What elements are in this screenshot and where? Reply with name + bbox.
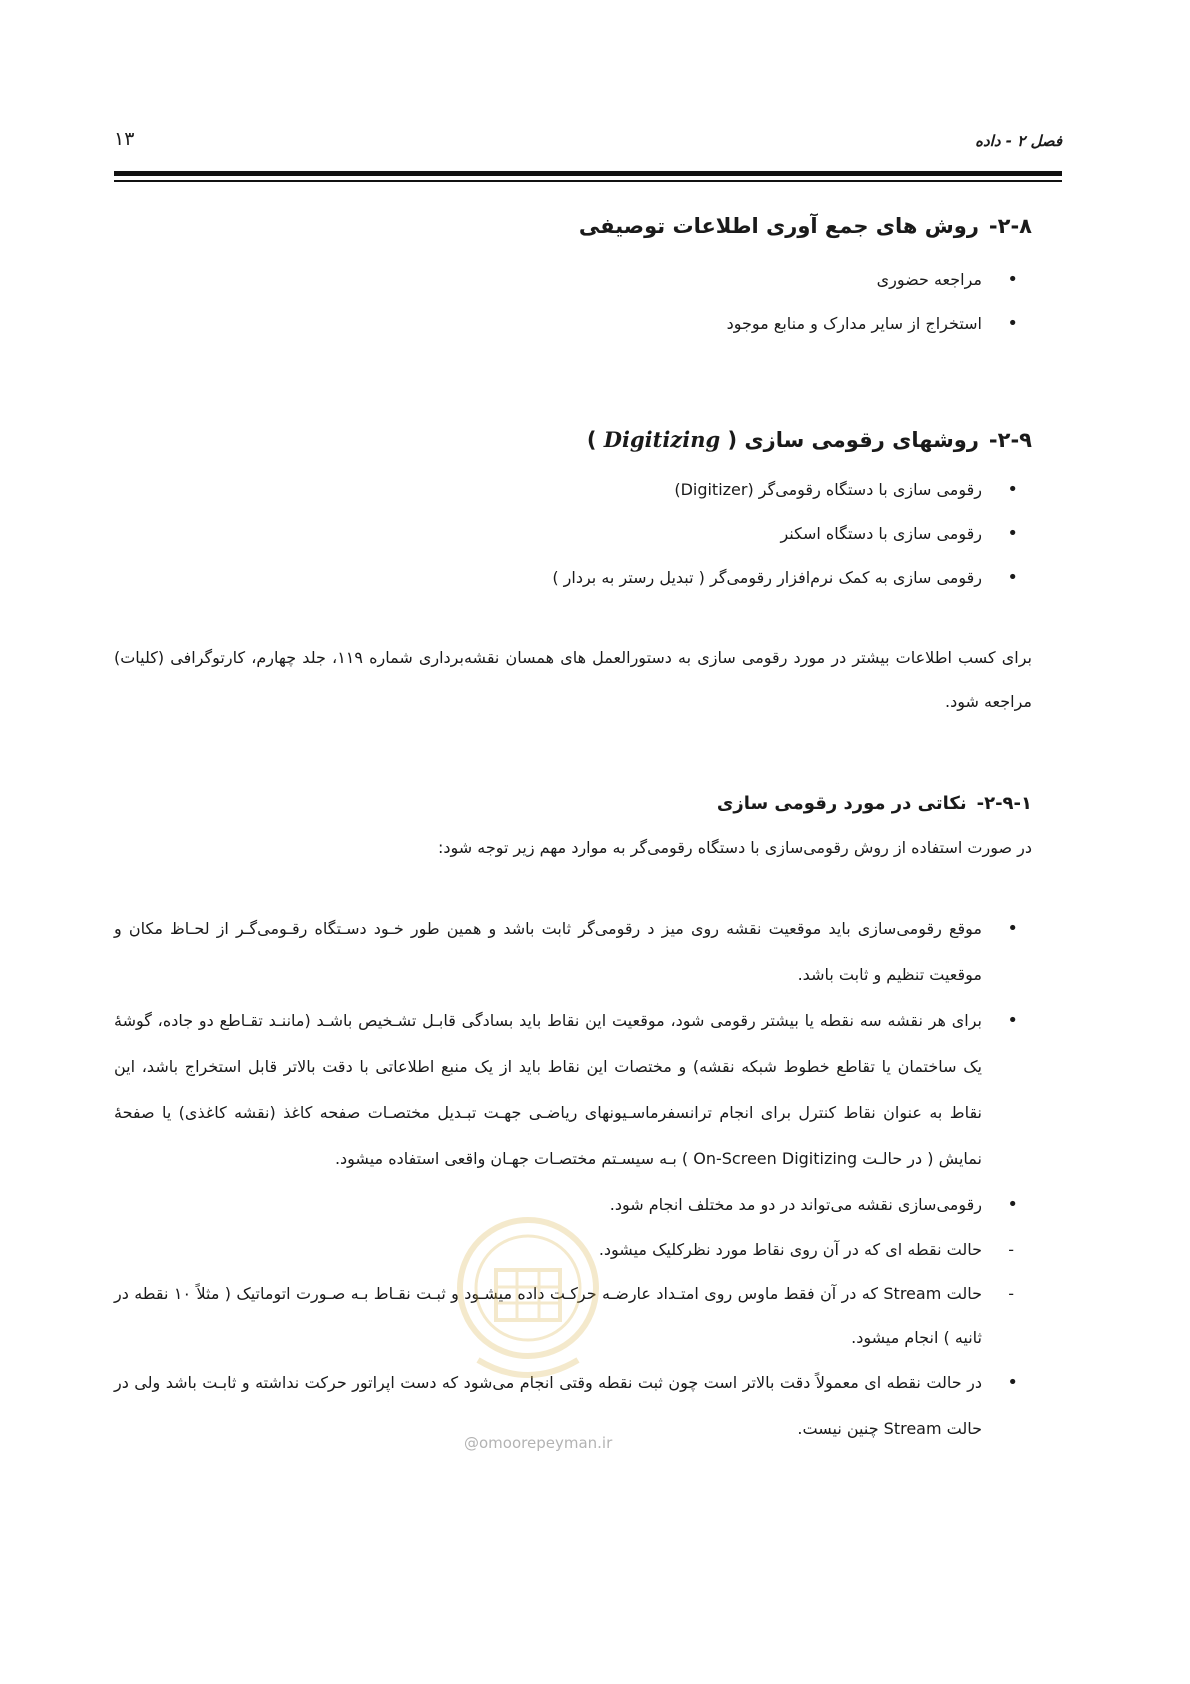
section-2-8-heading	[114, 206, 1032, 246]
list-item: • رقومی سازی به کمک نرم‌افزار رقومی‌گر ( تبدیل رستر به بردار )	[114, 556, 1032, 600]
list-item: • رقومی سازی با دستگاه رقومی‌گر (Digitizer)	[114, 468, 1032, 512]
section-2-9-1-title: نکاتی در مورد رقومی سازی	[716, 793, 967, 814]
mode-item: - حالت نقطه ای که در آن روی نقاط مورد نظرکلیک میشود.	[114, 1228, 1022, 1272]
section-2-9-number: ۲-۹-	[988, 428, 1032, 452]
watermark-site-text: omoorepeyman.ir	[479, 1434, 613, 1452]
section-2-8-title: روش های جمع آوری اطلاعات توصیفی	[578, 214, 979, 238]
section-2-9-1-heading	[114, 786, 1032, 822]
section-2-9-heading	[114, 420, 1032, 460]
chapter-label: فصل ۲ - داده	[975, 132, 1062, 150]
section-2-9-1-list	[114, 906, 1032, 1228]
section-2-9-list	[114, 468, 1032, 600]
section-2-9-title: روشهای رقومی سازی (	[727, 428, 979, 452]
section-2-9-1-intro: در صورت استفاده از روش رقومی‌سازی با دستگاه رقومی‌گر به موارد مهم زیر توجه شود:	[438, 838, 1032, 857]
section-2-9-title-latin: Digitizing	[603, 427, 721, 452]
mode-item: - حالت Stream که در آن فقط ماوس روی امتـداد عارضـه حرکـت داده میشـود و ثبـت نقـاط بـه صـورت اتوماتیک ( مثلاً ۱۰ نقطه در ثانیه ) انجام میشود.	[114, 1272, 1022, 1360]
watermark-site	[464, 1434, 612, 1452]
section-2-9-title-close: )	[586, 428, 597, 452]
header-rule-thick	[114, 171, 1062, 176]
list-item: • رقومی‌سازی نقشه می‌تواند در دو مد مختلف انجام شود.	[114, 1182, 1032, 1228]
digitizing-modes-list	[114, 1228, 1022, 1360]
reference-paragraph: برای کسب اطلاعات بیشتر در مورد رقومی سازی به دستورالعمل های همسان نقشه‌برداری شماره ۱۱۹، جلد چهارم، کارتوگرافی (کلیات) مراجعه شود.	[114, 648, 1032, 711]
list-item: • رقومی سازی با دستگاه اسکنر	[114, 512, 1032, 556]
list-item: • استخراج از سایر مدارک و منابع موجود	[114, 302, 1032, 346]
section-2-9-1-number: ۲-۹-۱-	[976, 793, 1032, 814]
list-item: • مراجعه حضوری	[114, 258, 1032, 302]
at-icon: @	[464, 1434, 479, 1452]
list-item: • برای هر نقشه سه نقطه یا بیشتر رقومی شود، موقعیت این نقاط باید بسادگی قابـل تشـخیص باشـد (ماننـد تقـاطع دو جاده، گوشهٔ یک ساختمان یا تقاطع خطوط شبکه نقشه) و مختصات این نقاط باید از یک منبع اطلاعاتی با دقت بالاتر قابل استخراج باشد، این نقاط به عنوان نقاط کنترل برای انجام ترانسفرماسـیونهای ریاضـی جهـت تبـدیل مختصـات صفحه کاغذ (نقشه کاغذی) یا صفحهٔ نمایش ( در حالـت On-Screen Digitizing ) بـه سیسـتم مختصـات جهـان واقعی استفاده میشود.	[114, 998, 1032, 1182]
section-2-8-number: ۲-۸-	[988, 214, 1032, 238]
header-rule-thin	[114, 180, 1062, 182]
section-2-8-list	[114, 258, 1032, 346]
page-content	[114, 206, 1032, 1452]
list-item: • در حالت نقطه ای معمولاً دقت بالاتر است چون ثبت نقطه وقتی انجام می‌شود که دست اپراتور حرکت نداشته و ثابـت باشد ولی در حالت Stream چنین نیست.	[114, 1360, 1032, 1452]
list-item: • موقع رقومی‌سازی باید موقعیت نقشه روی میز د رقومی‌گر ثابت باشد و همین طور خـود دسـتگاه رقـومی‌گـر از لحـاظ مکان و موقعیت تنظیم و ثابت باشد.	[114, 906, 1032, 998]
page-number: ۱۳	[114, 128, 135, 150]
